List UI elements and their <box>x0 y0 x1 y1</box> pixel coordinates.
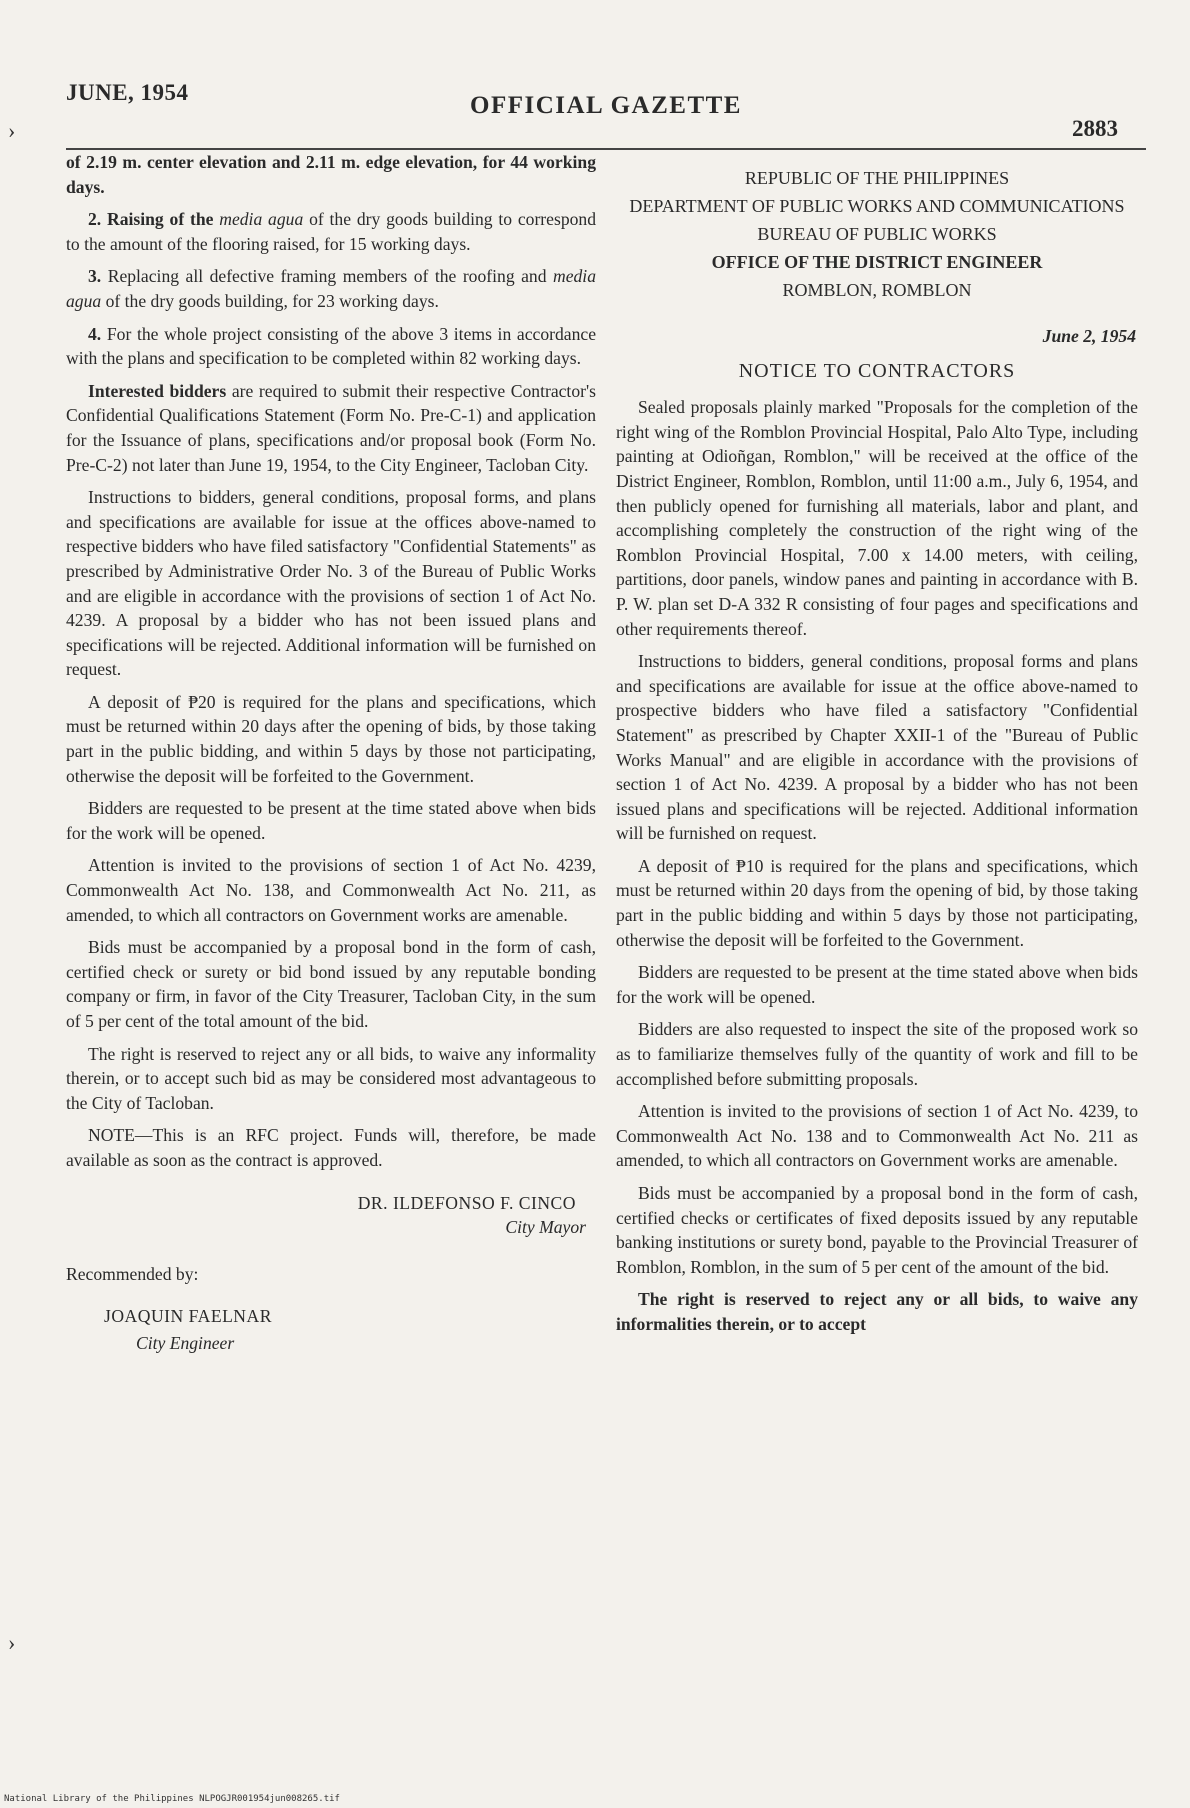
agency-location: ROMBLON, ROMBLON <box>782 280 972 300</box>
notice-title: NOTICE TO CONTRACTORS <box>738 359 1016 382</box>
right-paragraph-5: Bidders are also requested to inspect the site of the proposed work so as to familiarize themselves fully of the quantity of work and fill to be accomplished before submitting proposals. <box>616 1019 1138 1089</box>
issue-date: JUNE, 1954 <box>66 80 189 105</box>
right-column <box>616 166 1138 1345</box>
left-paragraph-2: Instructions to bidders, general conditions, proposal forms, and plans and specifications are available for issue at the offices above-named to respective bidders who have filed satisfactory "Confidential Statements" as prescribed by Administrative Order No. 3 of the Bureau of Public Works and are eligible in accordance with the provisions of section 1 of Act No. 4239. A proposal by a bidder who has not been issued plans and specifications will be rejected. Additional information will be furnished on request. <box>66 487 596 680</box>
signer-name: DR. ILDEFONSO F. CINCO <box>357 1192 576 1213</box>
signer-title: City Mayor <box>505 1217 586 1238</box>
left-column <box>66 150 596 1356</box>
rfc-note: NOTE—This is an RFC project. Funds will, therefore, be made available as soon as the contract is approved. <box>66 1125 596 1170</box>
item-3: 3. Replacing all defective framing members of the roofing and media agua of the dry goods building, for 23 working days. <box>66 266 596 311</box>
agency-republic: REPUBLIC OF THE PHILIPPINES <box>744 168 1010 188</box>
left-paragraph-7: The right is reserved to reject any or all bids, to waive any informality therein, or to accept such bid as may be considered most advantageous to the City of Tacloban. <box>66 1043 596 1113</box>
right-paragraph-3: A deposit of ₱10 is required for the plans and specifications, which must be returned within 20 days from the opening of bid, by those taking part in the public bidding and within 5 days by those not participating, otherwise the deposit will be forfeited to the Government. <box>616 855 1138 950</box>
publication-title: OFFICIAL GAZETTE <box>470 92 742 119</box>
agency-office: OFFICE OF THE DISTRICT ENGINEER <box>711 252 1043 272</box>
left-paragraph-3: A deposit of ₱20 is required for the plans and specifications, which must be returned within 20 days after the opening of bids, by those taking part in the public bidding, and within 5 days by those not participating, otherwise the deposit will be forfeited to the Government. <box>66 691 596 786</box>
right-paragraph-7: Bids must be accompanied by a proposal bond in the form of cash, certified checks or certificates of fixed deposits issued by any reputable banking institutions or surety bond, payable to the Provincial Treasurer of Romblon, Romblon, in the sum of 5 per cent of the amount of the bid. <box>616 1183 1138 1277</box>
right-paragraph-8: The right is reserved to reject any or all bids, to waive any informalities therein, or to accept <box>616 1289 1138 1334</box>
left-paragraph-6: Bids must be accompanied by a proposal bond in the form of cash, certified check or surety or bid bond issued by any reputable bonding company or firm, in favor of the City Treasurer, Tacloban City, in the sum of 5 per cent of the total amount of the bid. <box>66 937 596 1031</box>
right-paragraph-1: Sealed proposals plainly marked "Proposals for the completion of the right wing of the Romblon Provincial Hospital, Palo Alto Type, including painting at Odioñgan, Romblon," will be received at the office of the District Engineer, Romblon, Romblon, until 11:00 a.m., July 6, 1954, and then publicly opened for furnishing all materials, labor and plant, and accomplishing completely the construction of the right wing of the Romblon Provincial Hospital, 7.00 x 14.00 meters, with ceiling, partitions, door panels, window panes and painting in accordance with B. P. W. plan set D-A 332 R consisting of four pages and specifications and other requirements thereof. <box>616 397 1138 639</box>
margin-mark: › <box>8 118 16 143</box>
right-paragraph-6: Attention is invited to the provisions of section 1 of Act No. 4239, to Commonwealth Act No. 138 and to Commonwealth Act No. 211 as amended, to which all contractors on Government works are amenable. <box>616 1101 1138 1171</box>
notice-date: June 2, 1954 <box>1042 326 1136 346</box>
agency-bureau: BUREAU OF PUBLIC WORKS <box>757 224 997 244</box>
recommender-name: JOAQUIN FAELNAR <box>104 1306 272 1327</box>
agency-department: DEPARTMENT OF PUBLIC WORKS AND COMMUNICATIONS <box>629 196 1125 216</box>
right-paragraph-2: Instructions to bidders, general conditions, proposal forms and plans and specifications are available for issue at the office above-named to prospective bidders who have filed a satisfactory "Confidential Statement" as prescribed by Chapter XXII-1 of the "Bureau of Public Works Manual" and are eligible in accordance with the provisions of section 1 of Act No. 4239. A proposal by a bidder who has not been issued plans and specifications will be rejected. Additional information will be furnished on request. <box>616 651 1138 844</box>
right-paragraph-4: Bidders are requested to be present at the time stated above when bids for the work will be opened. <box>616 962 1138 1007</box>
margin-mark: › <box>8 1630 16 1655</box>
left-paragraph-1: Interested bidders are required to submit their respective Contractor's Confidential Qualifications Statement (Form No. Pre-C-1) and application for the Issuance of plans, specifications and/or proposal book (Form No. Pre-C-2) not later than June 19, 1954, to the City Engineer, Tacloban City. <box>66 380 596 475</box>
page-number: 2883 <box>1072 116 1118 141</box>
item-1-continuation: of 2.19 m. center elevation and 2.11 m. edge elevation, for 44 working days. <box>66 152 596 197</box>
item-2: 2. Raising of the media agua of the dry goods building to correspond to the amount of the flooring raised, for 15 working days. <box>66 209 597 254</box>
left-paragraph-4: Bidders are requested to be present at the time stated above when bids for the work will be opened. <box>66 798 596 843</box>
recommended-by-label: Recommended by: <box>66 1263 199 1284</box>
left-paragraph-5: Attention is invited to the provisions of section 1 of Act No. 4239, Commonwealth Act No. 138, and Commonwealth Act No. 211, as amended, to which all contractors on Government works are amenable. <box>66 855 596 925</box>
item-4: 4. For the whole project consisting of the above 3 items in accordance with the plans and specification to be completed within 82 working days. <box>66 323 596 369</box>
scan-footer: National Library of the Philippines NLPOGJR001954jun008265.tif <box>4 1794 340 1804</box>
recommender-title: City Engineer <box>136 1332 235 1353</box>
